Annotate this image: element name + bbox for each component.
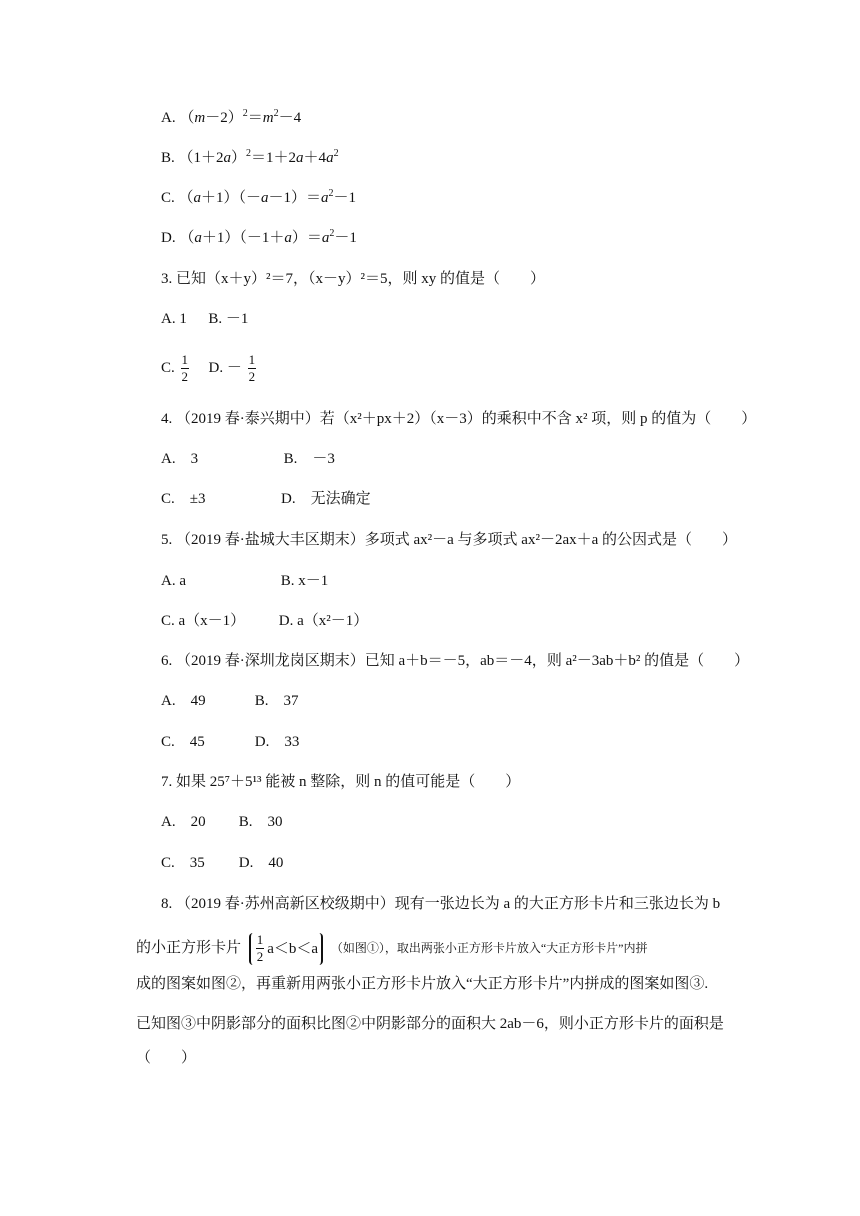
q5-options-cd xyxy=(161,611,368,631)
q2-option-b: B. $(1+2a)^2=1+2a+4a^2$ xyxy=(161,148,339,166)
q3-option-b: B. －1 xyxy=(208,311,249,327)
q5-stem: 5. （2019 春·盐城大丰区期末）多项式 ax²－a 与多项式 ax²－2ax＋a 的公因式是（ ） xyxy=(161,532,738,548)
q3-stem: 3. 已知（x＋y）²＝7，（x－y）²＝5，则 xy 的值是（ ） xyxy=(161,271,545,287)
q7-stem: 7. 如果 25⁷＋5¹³ 能被 n 整除，则 n 的值可能是（ ） xyxy=(161,774,521,790)
q4-options-cd xyxy=(161,489,371,509)
q5-option-d: D. a（x²－1） xyxy=(278,613,369,629)
q3-option-d-label: D. － xyxy=(208,360,242,376)
q6-option-a: A. 49 xyxy=(161,693,206,709)
q2-option-d: D. $(a+1)(-1+a)=a^2-1$ xyxy=(161,228,357,246)
q3-option-d-fraction: $\frac{1}{2}$ xyxy=(248,352,256,385)
q8-line-4: 已知图③中阴影部分的面积比图②中阴影部分的面积大 2ab－6，则小正方形卡片的面积是 xyxy=(136,1016,724,1032)
q8-line-2: 的小正方形卡片 $\frac{1}{2}$ a＜b＜a （如图①），取出两张小正方形卡片放入“大正方形卡片”内拼 xyxy=(136,932,648,965)
q3-option-c-label: C. xyxy=(161,360,175,376)
q5-option-c: C. a（x－1） xyxy=(161,613,246,629)
q2-option-c: C. $(a+1)(-a-1)=a^2-1$ xyxy=(161,188,357,206)
q7-options-cd xyxy=(161,853,283,873)
q6-options-cd xyxy=(161,732,299,752)
q6-options-ab xyxy=(161,691,299,711)
q4-stem: 4. （2019 春·泰兴期中）若（x²＋px＋2）（x－3）的乘积中不含 x² 项，则 p 的值为（ ） xyxy=(161,411,757,427)
q6-option-d: D. 33 xyxy=(254,734,300,750)
q4-option-b: B. －3 xyxy=(283,451,335,467)
q8-line-3: 成的图案如图②，再重新用两张小正方形卡片放入“大正方形卡片”内拼成的图案如图③. xyxy=(136,976,709,992)
q7-option-d: D. 40 xyxy=(238,855,284,871)
q8-line-5: （ ） xyxy=(136,1050,197,1066)
q5-option-a: A. a xyxy=(161,573,186,589)
q7-option-c: C. 35 xyxy=(161,855,205,871)
q3-options-ab xyxy=(161,309,248,329)
q3-option-c-fraction: $\frac{1}{2}$ xyxy=(181,352,189,385)
q3-option-a: A. 1 xyxy=(161,311,187,327)
q7-options-ab xyxy=(161,812,283,832)
q7-option-a: A. 20 xyxy=(161,814,206,830)
q7-option-b: B. 30 xyxy=(238,814,283,830)
q8-line-1: 8. （2019 春·苏州高新区校级期中）现有一张边长为 a 的大正方形卡片和三张边长为 b xyxy=(161,896,721,912)
q5-options-ab xyxy=(161,571,328,591)
q4-option-d: D. 无法确定 xyxy=(281,491,371,507)
q2-option-a: A. $(m-2)^2=m^2-4$ xyxy=(161,108,302,126)
q5-option-b: B. x－1 xyxy=(280,573,329,589)
q6-option-b: B. 37 xyxy=(254,693,299,709)
q4-option-a: A. 3 xyxy=(161,451,199,467)
q4-option-c: C. ±3 xyxy=(161,491,206,507)
q8-inequality: $\frac{1}{2}$ a＜b＜a xyxy=(249,933,323,965)
q6-stem: 6. （2019 春·深圳龙岗区期末）已知 a＋b＝－5，ab＝－4，则 a²－3ab＋b² 的值是（ ） xyxy=(161,653,750,669)
q4-options-ab xyxy=(161,449,335,469)
q3-options-cd xyxy=(161,350,258,386)
q6-option-c: C. 45 xyxy=(161,734,205,750)
